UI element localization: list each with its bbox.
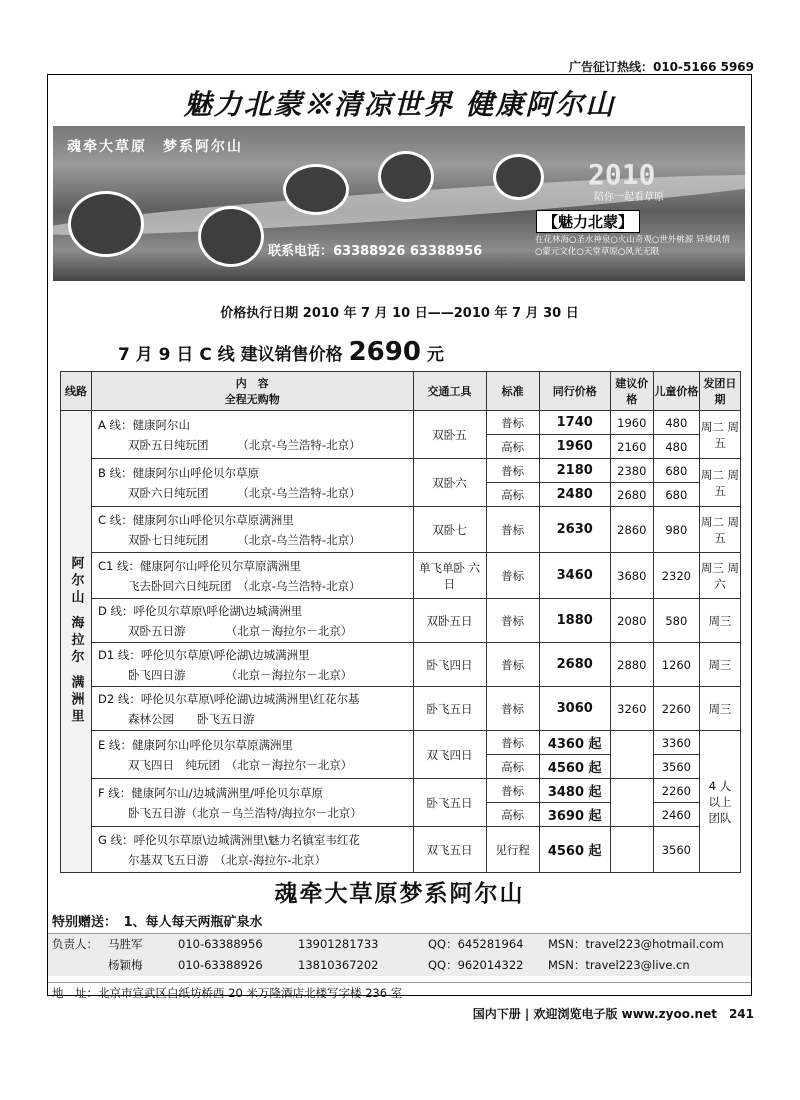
route-desc: F 线：健康阿尔山/边城满洲里/呼伦贝尔草原 卧飞五日游（北京－乌兰浩特/海拉尔－北京） (92, 779, 413, 827)
contact-qq: QQ：645281964 (428, 937, 524, 951)
standard: 见行程 (486, 827, 539, 873)
peer-price: 1960 (539, 435, 610, 459)
suggest-label: 7 月 9 日 C 线 建议销售价格 (118, 345, 343, 365)
banner-brand: 【魅力北蒙】 (536, 210, 640, 233)
standard: 普标 (486, 411, 539, 435)
route-desc: D2 线：呼伦贝尔草原\呼伦湖\边城满洲里\红花尔基 森林公园 卧飞五日游 (92, 687, 413, 731)
table-row (61, 779, 741, 803)
child-price: 2260 (653, 687, 699, 731)
table-row (61, 599, 741, 643)
banner-year-sub: 陪你一起看草原 (594, 192, 664, 203)
contact-mobile: 13901281733 (298, 937, 379, 951)
child-price: 3560 (653, 827, 699, 873)
child-price: 2460 (653, 803, 699, 827)
child-price: 1260 (653, 643, 699, 687)
photo-circle (198, 206, 264, 267)
depart-days: 周三 (699, 599, 740, 643)
transport: 双飞五日 (413, 827, 486, 873)
photo-circle (493, 154, 544, 200)
suggest-price: 2080 (610, 599, 653, 643)
child-price: 2260 (653, 779, 699, 803)
depart-days: 周三 (699, 687, 740, 731)
peer-price: 2630 (539, 507, 610, 553)
col-line: 线路 (61, 372, 92, 411)
standard: 普标 (486, 731, 539, 755)
depart-days: 周二 周五 (699, 507, 740, 553)
suggest-price: 2860 (610, 507, 653, 553)
contact-row (48, 934, 751, 955)
contact-qq: QQ：962014322 (428, 958, 524, 972)
banner-slogan: 魂牵大草原 梦系阿尔山 (67, 139, 243, 155)
bottom-slogan: 魂牵大草原梦系阿尔山 (274, 881, 525, 907)
photo-circle (68, 191, 144, 257)
col-child-price: 儿童价格 (653, 372, 699, 411)
peer-price: 3460 (539, 553, 610, 599)
contact-mobile: 13810367202 (298, 958, 379, 972)
standard: 普标 (486, 643, 539, 687)
table-row (61, 507, 741, 553)
transport: 双卧七 (413, 507, 486, 553)
suggest-price: 3680 (610, 553, 653, 599)
child-price: 2320 (653, 553, 699, 599)
route-desc: D1 线：呼伦贝尔草原\呼伦湖\边城满洲里 卧飞四日游 （北京－海拉尔－北京） (92, 643, 413, 687)
contact-label: 负责人： (52, 937, 98, 951)
child-price: 980 (653, 507, 699, 553)
contact-row (48, 955, 751, 976)
standard: 普标 (486, 507, 539, 553)
contact-name: 杨颖梅 (108, 958, 143, 972)
ad-hotline: 广告征订热线：010-5166 5969 (568, 60, 754, 74)
transport: 卧飞四日 (413, 643, 486, 687)
depart-days: 周三 周六 (699, 553, 740, 599)
suggest-unit: 元 (426, 345, 444, 365)
banner-tagline: 在花林海○圣水神泉○火山奇观○世外桃源 异域风情○蒙元文化○天堂草原○风光无限 (535, 235, 730, 257)
peer-price: 4360 起 (539, 731, 610, 755)
suggested-price (118, 337, 444, 367)
contact-msn: MSN：travel223@live.cn (548, 958, 690, 972)
col-suggest-price: 建议价格 (610, 372, 653, 411)
suggest-price: 1960 (610, 411, 653, 435)
table-row (61, 731, 741, 755)
col-transport: 交通工具 (413, 372, 486, 411)
table-row (61, 553, 741, 599)
contact-msn: MSN：travel223@hotmail.com (548, 937, 724, 951)
special-gift: 特别赠送： 1、每人每天两瓶矿泉水 (52, 915, 263, 930)
route-desc: E 线：健康阿尔山呼伦贝尔草原满洲里 双飞四日 纯玩团 （北京－海拉尔－北京） (92, 731, 413, 779)
suggest-price (610, 779, 653, 827)
table-row (61, 827, 741, 873)
suggest-price: 2160 (610, 435, 653, 459)
table-row (61, 687, 741, 731)
standard: 高标 (486, 803, 539, 827)
photo-circle (378, 151, 434, 202)
address: 地 址：北京市宣武区白纸坊桥西 20 米万隆酒店北楼写字楼 236 室 (48, 982, 751, 1003)
group-note: 4 人 以上 团队 (699, 731, 740, 873)
contact-tel: 010-63388956 (178, 937, 263, 951)
child-price: 580 (653, 599, 699, 643)
route-desc: C 线：健康阿尔山呼伦贝尔草原满洲里 双卧七日纯玩团 （北京-乌兰浩特-北京） (92, 507, 413, 553)
suggest-price (610, 827, 653, 873)
standard: 普标 (486, 687, 539, 731)
peer-price: 3480 起 (539, 779, 610, 803)
transport: 双卧五 (413, 411, 486, 459)
ad-frame (47, 74, 752, 1000)
table-row (61, 459, 741, 483)
route-desc: C1 线：健康阿尔山呼伦贝尔草原满洲里 飞去卧回六日纯玩团 （北京-乌兰浩特-北京） (92, 553, 413, 599)
peer-price: 3060 (539, 687, 610, 731)
standard: 普标 (486, 599, 539, 643)
banner-phone: 联系电话：63388926 63388956 (268, 244, 483, 259)
depart-days: 周三 (699, 643, 740, 687)
standard: 高标 (486, 435, 539, 459)
child-price: 480 (653, 411, 699, 435)
contact-name: 马胜军 (108, 937, 143, 951)
region-label: 阿尔山 海拉尔 满洲里 (61, 411, 92, 873)
peer-price: 1880 (539, 599, 610, 643)
peer-price: 4560 起 (539, 827, 610, 873)
table-row (61, 643, 741, 687)
transport: 卧飞五日 (413, 687, 486, 731)
peer-price: 1740 (539, 411, 610, 435)
contact-tel: 010-63388926 (178, 958, 263, 972)
col-depart: 发团日期 (699, 372, 740, 411)
table-header-row (61, 372, 741, 411)
page-footer: 国内下册 | 欢迎浏览电子版 www.zyoo.net 241 (472, 1007, 754, 1021)
transport: 双卧五日 (413, 599, 486, 643)
transport: 双飞四日 (413, 731, 486, 779)
peer-price: 2180 (539, 459, 610, 483)
transport: 单飞单卧 六日 (413, 553, 486, 599)
child-price: 3360 (653, 731, 699, 755)
route-desc: B 线：健康阿尔山呼伦贝尔草原 双卧六日纯玩团 （北京-乌兰浩特-北京） (92, 459, 413, 507)
transport: 双卧六 (413, 459, 486, 507)
route-desc: G 线：呼伦贝尔草原\边城满洲里\魅力名镇室韦红花 尔基双飞五日游 （北京-海拉尔-北京） (92, 827, 413, 873)
suggest-price: 2680 (610, 483, 653, 507)
child-price: 3560 (653, 755, 699, 779)
col-content: 内 容 全程无购物 (92, 372, 413, 411)
route-price-table (60, 371, 741, 873)
banner-image (53, 126, 745, 281)
standard: 普标 (486, 553, 539, 599)
route-desc: A 线：健康阿尔山 双卧五日纯玩团 （北京-乌兰浩特-北京） (92, 411, 413, 459)
standard: 普标 (486, 779, 539, 803)
standard: 高标 (486, 483, 539, 507)
col-standard: 标准 (486, 372, 539, 411)
peer-price: 2680 (539, 643, 610, 687)
photo-circle (283, 164, 349, 215)
suggest-price: 3260 (610, 687, 653, 731)
depart-days: 周二 周五 (699, 459, 740, 507)
banner-year: 2010 (588, 158, 656, 191)
suggest-price (610, 731, 653, 779)
child-price: 680 (653, 483, 699, 507)
table-row (61, 411, 741, 435)
col-peer-price: 同行价格 (539, 372, 610, 411)
standard: 高标 (486, 755, 539, 779)
standard: 普标 (486, 459, 539, 483)
main-title: 魅力北蒙※清凉世界 健康阿尔山 (183, 88, 616, 121)
peer-price: 2480 (539, 483, 610, 507)
suggest-price: 2880 (610, 643, 653, 687)
suggest-price: 2690 (348, 337, 421, 367)
route-desc: D 线：呼伦贝尔草原\呼伦湖\边城满洲里 双卧五日游 （北京－海拉尔－北京） (92, 599, 413, 643)
child-price: 680 (653, 459, 699, 483)
suggest-price: 2380 (610, 459, 653, 483)
transport: 卧飞五日 (413, 779, 486, 827)
depart-days: 周二 周五 (699, 411, 740, 459)
price-period: 价格执行日期 2010 年 7 月 10 日——2010 年 7 月 30 日 (220, 306, 579, 321)
peer-price: 3690 起 (539, 803, 610, 827)
child-price: 480 (653, 435, 699, 459)
contact-block (48, 933, 751, 976)
peer-price: 4560 起 (539, 755, 610, 779)
